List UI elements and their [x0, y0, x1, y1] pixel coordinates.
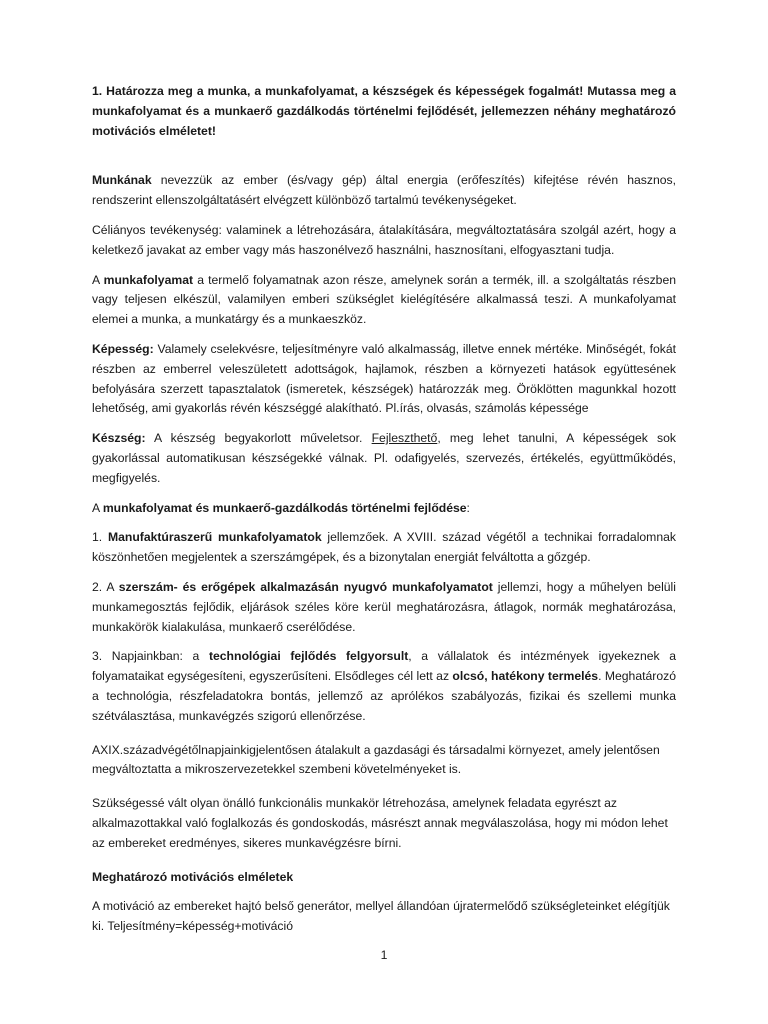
paragraph-munkafolyamat: A munkafolyamat a termelő folyamatnak azon része, amelynek során a termék, ill. a szolgáltatás részben vagy teljesen elkészül, valamilyen emberi szükséglet kielégítésére alkalmassá teszi. A munkafolyamat elemei a munka, a munkatárgy és a munkaeszköz. — [92, 272, 676, 327]
paragraph-motivacio: A motiváció az embereket hajtó belső generátor, mellyel állandóan újratermelődő szükségleteinket elégítjük ki. Teljesítmény=képesség+motiváció — [92, 899, 670, 934]
paragraph-keszseg: Készség: A készség begyakorlott műveletsor. Fejleszthető, meg lehet tanulni, A képességek sok gyakorlással automatikusan készségekké válnak. Pl. odafigyelés, szervezés, értékelés, együttműködés, megfigyelés. — [92, 431, 676, 485]
list-item-3: 3. Napjainkban: a technológiai fejlődés felgyorsult, a vállalatok és intézmények igyekeznek a folyamataikat egységesíteni, egyszerűsíteni. Elsődleges cél lett az olcsó, hatékony termelés. Meghatározó a technológia, részfeladatokra bontás, jellemző az aprólékos szabályozás, fizikai és szellemi munka szétválasztása, munkavégzés szigorú ellenőrzése. — [92, 649, 676, 723]
paragraph-szukseges: Szükségessé vált olyan önálló funkcionális munkakör létrehozása, amelynek feladata egyrészt az alkalmazottakkal való foglalkozás és gondoskodás, másrészt annak megválaszolása, hogy mi módon lehet az embereket eredményes, sikeres munkavégzésre bírni. — [92, 796, 668, 850]
page-number: 1 — [380, 948, 388, 962]
list-item-2: 2. A szerszám- és erőgépek alkalmazásán nyugvó munkafolyamatot jellemzi, hogy a műhelyen belüli munkamegosztás fejlődik, eljárások széles köre kerül meghatározásra, átlagok, normák meghatározása, munkakörök kialakulása, munkaerő cserélődése. — [92, 579, 676, 634]
list-item-1: 1. Manufaktúraszerű munkafolyamatok jellemzőek. A XVIII. század végétől a technikai forradalomnak köszönhetően megjelentek a szerszámgépek, és a bizonytalan energiát felváltotta a gőzgép. — [92, 530, 676, 565]
paragraph-tortenelmi: A munkafolyamat és munkaerő-gazdálkodás történelmi fejlődése: — [92, 500, 470, 515]
question-heading: 1. Határozza meg a munka, a munkafolyamat, a készségek és képességek fogalmát! Mutassa meg a munkafolyamat és a munkaerő gazdálkodás történelmi fejlődését, jellemezzen néhány meghatározó motivációs elméletet! — [92, 84, 676, 138]
paragraph-munka: Munkának nevezzük az ember (és/vagy gép) által energia (erőfeszítés) kifejtése révén hasznos, rendszerint ellenszolgáltatásért elvégzett különböző tartalmú tevékenységeket. — [92, 173, 676, 208]
document-body — [92, 82, 676, 937]
section-heading-motivacio: Meghatározó motivációs elméletek — [92, 869, 294, 884]
paragraph-axix: AXIX.századvégétőlnapjainkigjelentősen átalakult a gazdasági és társadalmi környezet, amely jelentősen megváltoztatta a mikroszervezetekkel szembeni követelményeket is. — [92, 742, 660, 777]
paragraph-celiranyos: Céliányos tevékenység: valaminek a létrehozására, átalakítására, megváltoztatására szolgál azért, hogy a keletkező javakat az ember vagy más haszonélvező használni, hasznosítani, elfogyasztani tudja. — [92, 222, 676, 257]
paragraph-kepesseg: Képesség: Valamely cselekvésre, teljesítményre való alkalmasság, illetve ennek mértéke. Minőségét, fokát részben az emberrel veleszületett adottságok, hajlamok, részben a környezeti hatások együttesének befolyására szerzett tapasztalatok (ismeretek, készségek) határozzák meg. Öröklötten magunkkal hozott lehetőség, ami gyakorlás révén készséggé alakítható. Pl.írás, olvasás, számolás képessége — [92, 341, 676, 416]
